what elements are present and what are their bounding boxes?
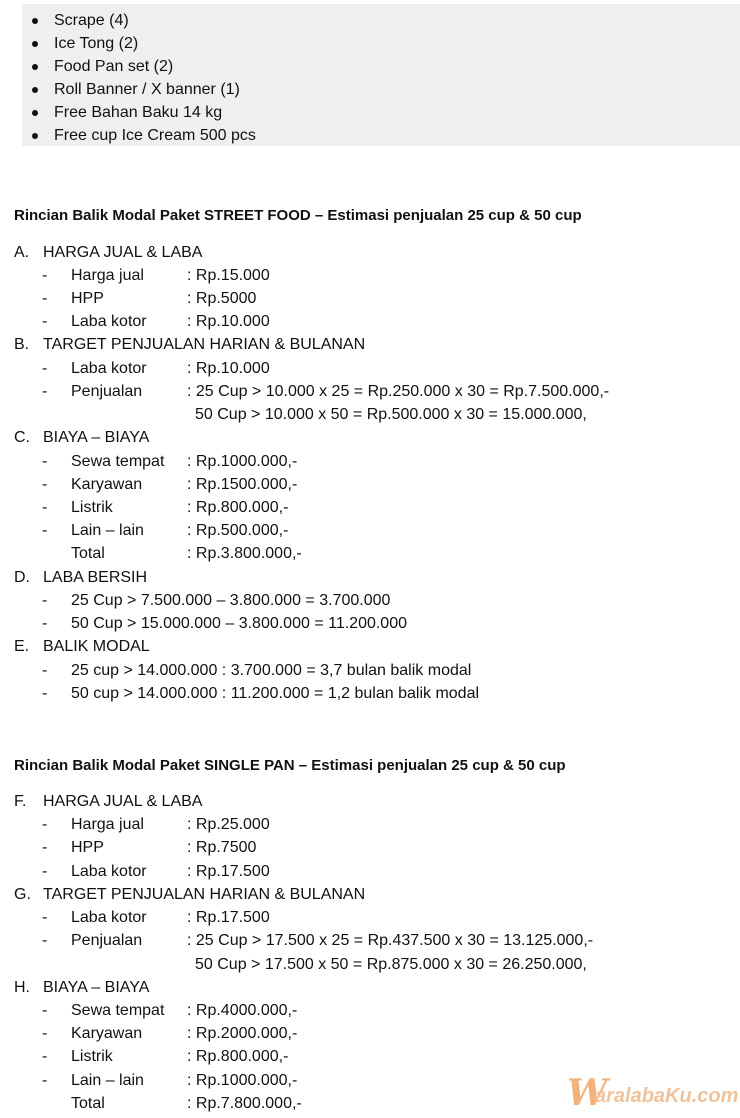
item-label: Laba kotor <box>71 909 147 926</box>
item-value: : Rp.10.000 <box>187 313 270 330</box>
item-value: : Rp.1000.000,- <box>187 1072 298 1089</box>
item-value: : 25 Cup > 10.000 x 25 = Rp.250.000 x 30 = Rp.7.500.000,- <box>187 383 610 400</box>
section-title: HARGA JUAL & LABA <box>43 244 203 261</box>
list-item-text: Ice Tong (2) <box>54 35 139 52</box>
item-text: 25 cup > 14.000.000 : 3.700.000 = 3,7 bulan balik modal <box>71 662 472 679</box>
dash-marker: - <box>42 662 48 679</box>
item-label: Penjualan <box>71 383 143 400</box>
line-item <box>0 519 740 542</box>
item-label: Karyawan <box>71 1025 143 1042</box>
item-label: Laba kotor <box>71 360 147 377</box>
dash-marker: - <box>42 267 48 284</box>
item-value: : Rp.2000.000,- <box>187 1025 298 1042</box>
section-title: TARGET PENJUALAN HARIAN & BULANAN <box>43 886 366 903</box>
dash-marker: - <box>42 909 48 926</box>
line-item <box>0 1045 740 1068</box>
equipment-bullet-list <box>22 4 740 146</box>
bullet-dot <box>32 18 38 24</box>
line-item <box>0 836 740 859</box>
section-letter: F. <box>14 793 27 810</box>
item-label: Harga jual <box>71 267 144 284</box>
dash-marker: - <box>42 839 48 856</box>
list-item-text: Food Pan set (2) <box>54 58 174 75</box>
item-value: 50 Cup > 10.000 x 50 = Rp.500.000 x 30 = 15.000.000, <box>195 406 587 423</box>
line-item <box>0 612 740 635</box>
section-letter: C. <box>14 429 30 446</box>
line-item <box>0 929 740 952</box>
section-letter: B. <box>14 336 30 353</box>
item-label: Laba kotor <box>71 313 147 330</box>
item-value: : Rp.17.500 <box>187 863 270 880</box>
dash-marker: - <box>42 290 48 307</box>
total-row <box>0 542 740 565</box>
line-item <box>0 682 740 705</box>
item-value: : Rp.10.000 <box>187 360 270 377</box>
section-letter: G. <box>14 886 31 903</box>
dash-marker: - <box>42 499 48 516</box>
item-label: Sewa tempat <box>71 453 165 470</box>
line-item-continuation <box>0 403 740 426</box>
single-pan-heading: Rincian Balik Modal Paket SINGLE PAN – Estimasi penjualan 25 cup & 50 cup <box>14 757 566 774</box>
line-item <box>0 496 740 519</box>
section-title: BIAYA – BIAYA <box>43 429 150 446</box>
line-item <box>0 357 740 380</box>
dash-marker: - <box>42 313 48 330</box>
bullet-dot <box>32 41 38 47</box>
section-title: TARGET PENJUALAN HARIAN & BULANAN <box>43 336 366 353</box>
item-label: Harga jual <box>71 816 144 833</box>
line-item-continuation <box>0 953 740 976</box>
list-item-text: Roll Banner / X banner (1) <box>54 81 240 98</box>
section-letter: A. <box>14 244 30 261</box>
item-label: HPP <box>71 290 104 307</box>
dash-marker: - <box>42 360 48 377</box>
dash-marker: - <box>42 932 48 949</box>
dash-marker: - <box>42 615 48 632</box>
bullet-dot <box>32 110 38 116</box>
section-letter: H. <box>14 979 30 996</box>
item-value: : Rp.800.000,- <box>187 499 289 516</box>
total-label: Total <box>71 545 105 562</box>
line-item <box>0 473 740 496</box>
item-value: : Rp.500.000,- <box>187 522 289 539</box>
item-label: Lain – lain <box>71 1072 144 1089</box>
dash-marker: - <box>42 476 48 493</box>
item-value: : 25 Cup > 17.500 x 25 = Rp.437.500 x 30 = 13.125.000,- <box>187 932 594 949</box>
line-item <box>0 999 740 1022</box>
line-item <box>0 450 740 473</box>
dash-marker: - <box>42 816 48 833</box>
list-item-text: Free Bahan Baku 14 kg <box>54 104 223 121</box>
item-value: : Rp.17.500 <box>187 909 270 926</box>
item-text: 50 cup > 14.000.000 : 11.200.000 = 1,2 bulan balik modal <box>71 685 480 702</box>
total-value: : Rp.3.800.000,- <box>187 545 302 562</box>
section-title: BIAYA – BIAYA <box>43 979 150 996</box>
line-item <box>0 380 740 403</box>
item-label: Lain – lain <box>71 522 144 539</box>
line-item <box>0 906 740 929</box>
section-title: BALIK MODAL <box>43 638 150 655</box>
dash-marker: - <box>42 1048 48 1065</box>
item-label: Listrik <box>71 1048 113 1065</box>
logo-wordmark: aralabaKu.com <box>595 1085 739 1107</box>
line-item <box>0 310 740 333</box>
dash-marker: - <box>42 1025 48 1042</box>
dash-marker: - <box>42 592 48 609</box>
item-value: : Rp.5000 <box>187 290 257 307</box>
item-label: Sewa tempat <box>71 1002 165 1019</box>
street-food-heading: Rincian Balik Modal Paket STREET FOOD – Estimasi penjualan 25 cup & 50 cup <box>14 207 582 224</box>
line-item <box>0 287 740 310</box>
section-letter: E. <box>14 638 30 655</box>
dash-marker: - <box>42 383 48 400</box>
item-value: 50 Cup > 17.500 x 50 = Rp.875.000 x 30 = 26.250.000, <box>195 956 587 973</box>
item-value: : Rp.25.000 <box>187 816 270 833</box>
item-text: 50 Cup > 15.000.000 – 3.800.000 = 11.200.000 <box>71 615 407 632</box>
item-value: : Rp.1000.000,- <box>187 453 298 470</box>
dash-marker: - <box>42 522 48 539</box>
dash-marker: - <box>42 863 48 880</box>
item-label: Karyawan <box>71 476 143 493</box>
line-item <box>0 589 740 612</box>
line-item <box>0 1022 740 1045</box>
section-title: HARGA JUAL & LABA <box>43 793 203 810</box>
item-value: : Rp.7500 <box>187 839 257 856</box>
total-label: Total <box>71 1095 105 1112</box>
dash-marker: - <box>42 1072 48 1089</box>
item-value: : Rp.15.000 <box>187 267 270 284</box>
item-label: HPP <box>71 839 104 856</box>
list-item-text: Free cup Ice Cream 500 pcs <box>54 127 256 144</box>
line-item <box>0 264 740 287</box>
item-label: Listrik <box>71 499 113 516</box>
line-item <box>0 659 740 682</box>
item-label: Penjualan <box>71 932 143 949</box>
section-letter: D. <box>14 569 30 586</box>
line-item <box>0 860 740 883</box>
bullet-dot <box>32 64 38 70</box>
dash-marker: - <box>42 685 48 702</box>
item-label: Laba kotor <box>71 863 147 880</box>
item-value: : Rp.4000.000,- <box>187 1002 298 1019</box>
line-item <box>0 813 740 836</box>
bullet-dot <box>32 133 38 139</box>
item-value: : Rp.800.000,- <box>187 1048 289 1065</box>
section-title: LABA BERSIH <box>43 569 148 586</box>
dash-marker: - <box>42 453 48 470</box>
logo-initial: W <box>567 1072 608 1114</box>
bullet-dot <box>32 87 38 93</box>
dash-marker: - <box>42 1002 48 1019</box>
list-item-text: Scrape (4) <box>54 12 129 29</box>
item-text: 25 Cup > 7.500.000 – 3.800.000 = 3.700.000 <box>71 592 391 609</box>
total-value: : Rp.7.800.000,- <box>187 1095 302 1112</box>
item-value: : Rp.1500.000,- <box>187 476 298 493</box>
